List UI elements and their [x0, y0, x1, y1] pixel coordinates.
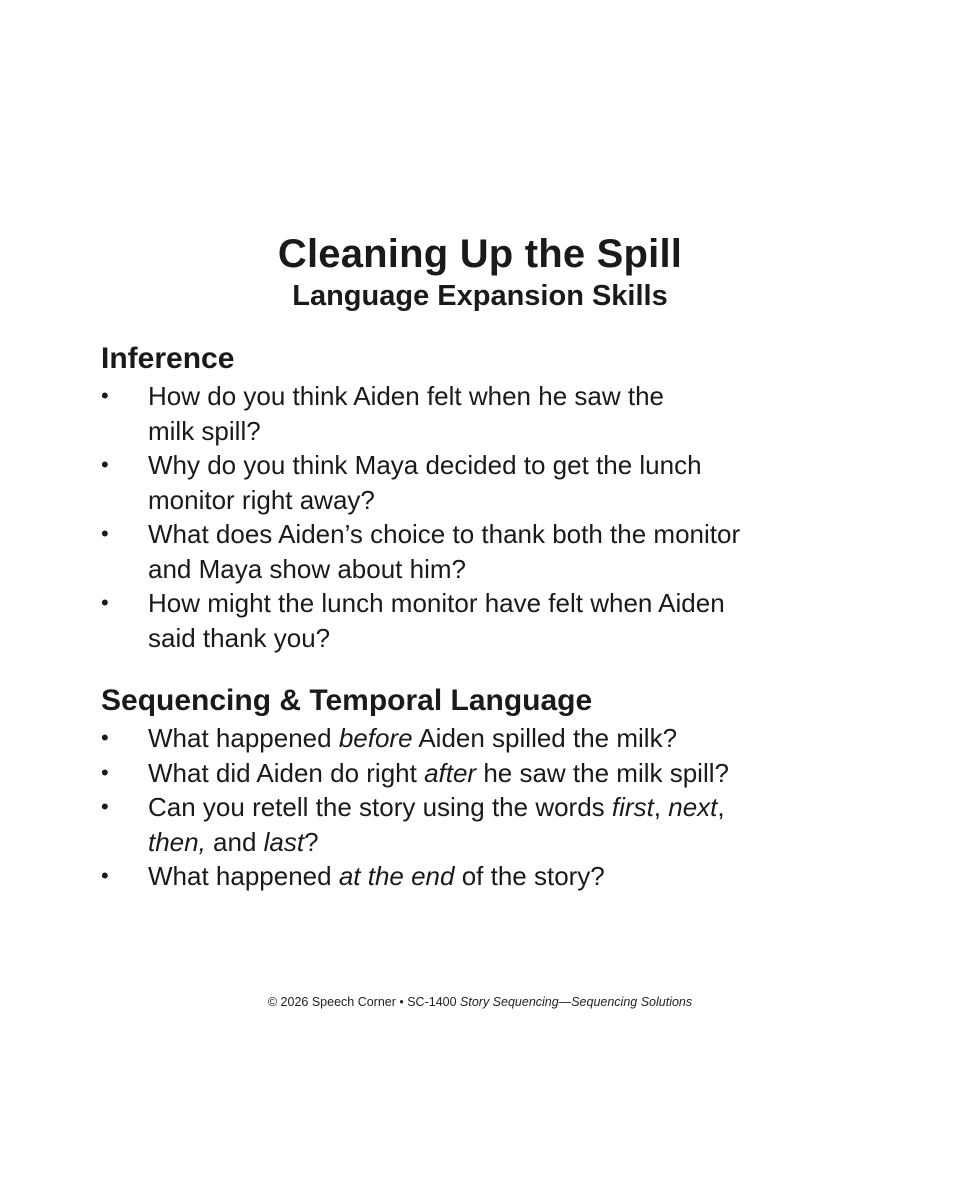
italic-term: then,	[148, 826, 206, 857]
question-item	[101, 586, 881, 655]
copyright-footer	[0, 993, 960, 1011]
inference-question-list	[101, 379, 881, 655]
bullet-icon: •	[101, 590, 109, 615]
question-item	[101, 379, 881, 448]
text-run: How might the lunch monitor have felt when Aiden said thank you?	[148, 588, 725, 653]
question-text	[148, 792, 725, 857]
italic-term: last	[263, 826, 305, 857]
bullet-icon: •	[101, 794, 109, 819]
question-item	[101, 517, 881, 586]
text-run: Why do you think Maya decided to get the lunch monitor right away?	[148, 450, 702, 515]
text-run: he saw the milk spill?	[476, 757, 729, 788]
page-title: Cleaning Up the Spill	[277, 232, 683, 276]
italic-term: first	[611, 792, 654, 822]
bullet-icon: •	[101, 863, 109, 888]
section-heading-sequencing: Sequencing & Temporal Language	[101, 684, 593, 717]
footer-product-title: Story Sequencing—Sequencing Solutions	[460, 995, 693, 1009]
text-run: and	[205, 826, 264, 857]
question-text	[148, 519, 740, 584]
question-item	[101, 790, 881, 859]
italic-term: at the end	[338, 861, 455, 891]
question-text	[148, 861, 605, 891]
footer-text: © 2026 Speech Corner • SC-1400	[267, 995, 461, 1009]
question-text	[148, 723, 677, 753]
section-inference	[101, 341, 881, 655]
text-run: Aiden spilled the milk?	[412, 723, 678, 753]
title-block	[0, 232, 960, 313]
text-run: What did Aiden do right	[148, 757, 425, 788]
bullet-icon: •	[101, 759, 109, 785]
section-sequencing	[101, 683, 881, 894]
text-run: of the story?	[454, 861, 605, 891]
bullet-icon: •	[101, 383, 109, 408]
text-run: What does Aiden’s choice to thank both the monitor and Maya show about him?	[148, 519, 741, 584]
question-text	[148, 588, 725, 653]
question-text	[148, 381, 664, 446]
text-run: How do you think Aiden felt when he saw the milk spill?	[148, 381, 664, 446]
bullet-icon: •	[101, 725, 109, 750]
section-heading-inference: Inference	[101, 342, 235, 375]
bullet-icon: •	[101, 452, 109, 477]
question-item	[101, 721, 881, 756]
bullet-icon: •	[101, 521, 109, 546]
question-item	[101, 448, 881, 517]
page-subtitle: Language Expansion Skills	[292, 280, 668, 312]
question-item	[101, 756, 881, 791]
italic-term: after	[424, 757, 477, 788]
question-text	[148, 758, 729, 788]
text-run: ,	[717, 792, 725, 822]
text-run: ?	[304, 826, 319, 857]
text-run: What happened	[148, 723, 339, 753]
text-run: Can you retell the story using the words	[148, 792, 612, 822]
question-text	[148, 450, 702, 515]
italic-term: before	[338, 723, 413, 753]
italic-term: next	[668, 792, 718, 822]
sequencing-question-list	[101, 721, 881, 894]
text-run: ,	[653, 792, 669, 822]
question-item	[101, 859, 881, 894]
text-run: What happened	[148, 861, 339, 891]
